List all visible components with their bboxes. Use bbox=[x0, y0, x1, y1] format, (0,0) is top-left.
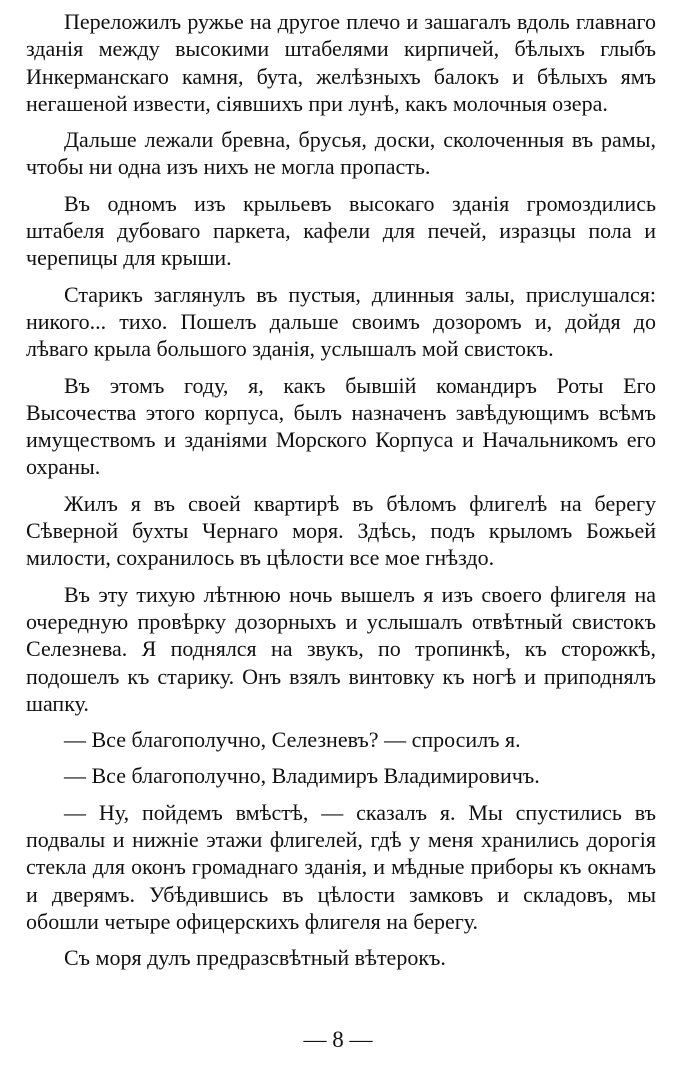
paragraph: Старикъ заглянулъ въ пустыя, длинныя залы, прислушался: никого... тихо. Пошелъ дальше своимъ дозоромъ и, дойдя до лѣваго крыла большого зданія, услышалъ мой свистокъ. bbox=[26, 281, 656, 362]
paragraph: Съ моря дулъ предразсвѣтный вѣтерокъ. bbox=[64, 945, 446, 971]
paragraph: Дальше лежали бревна, брусья, доски, сколоченныя въ рамы, чтобы ни одна изъ нихъ не могла пропасть. bbox=[26, 127, 656, 180]
paragraph: Въ эту тихую лѣтнюю ночь вышелъ я изъ своего флигеля на очередную провѣрку дозорныхъ и услышалъ отвѣтный свистокъ Селезнева. Я поднялся на звукъ, по тропинкѣ, къ сторожкѣ, подошелъ къ старику. Онъ взялъ винтовку къ ногѣ и приподнялъ шапку. bbox=[26, 581, 656, 716]
dialogue-line: — Все благополучно, Селезневъ? — спросилъ я. bbox=[64, 727, 521, 753]
page-text bbox=[26, 8, 656, 981]
paragraph: Переложилъ ружье на другое плечо и зашагалъ вдоль главнаго зданія между высокими штабелями кирпичей, бѣлыхъ глыбъ Инкерманскаго камня, бута, желѣзныхъ балокъ и бѣлыхъ ямъ негашеной извести, сіявшихъ при лунѣ, какъ молочныя озера. bbox=[26, 9, 656, 116]
paragraph: Жилъ я въ своей квартирѣ въ бѣломъ флигелѣ на берегу Сѣверной бухты Чернаго моря. Здѣсь, подъ крыломъ Божьей милости, сохранилось въ цѣлости все мое гнѣздо. bbox=[26, 490, 656, 571]
dialogue-line: — Все благополучно, Владимиръ Владимировичъ. bbox=[64, 763, 540, 789]
paragraph: Въ одномъ изъ крыльевъ высокаго зданія громоздились штабеля дубоваго паркета, кафели для печей, изразцы пола и черепицы для крыши. bbox=[26, 190, 656, 271]
paragraph: Въ этомъ году, я, какъ бывшій командиръ Роты Его Высочества этого корпуса, былъ назначенъ завѣдующимъ всѣмъ имуществомъ и зданіями Морского Корпуса и Начальникомъ его охраны. bbox=[26, 372, 656, 480]
dialogue-line: — Ну, пойдемъ вмѣстѣ, — сказалъ я. Мы спустились въ подвалы и нижніе этажи флигелей, гдѣ у меня хранились дорогія стекла для оконъ громаднаго зданія, и мѣдные приборы къ окнамъ и дверямъ. Убѣдившись въ цѣлости замковъ и складовъ, мы обошли четыре офицерскихъ флигеля на берегу. bbox=[26, 799, 656, 934]
page-number: — 8 — bbox=[303, 1027, 373, 1052]
